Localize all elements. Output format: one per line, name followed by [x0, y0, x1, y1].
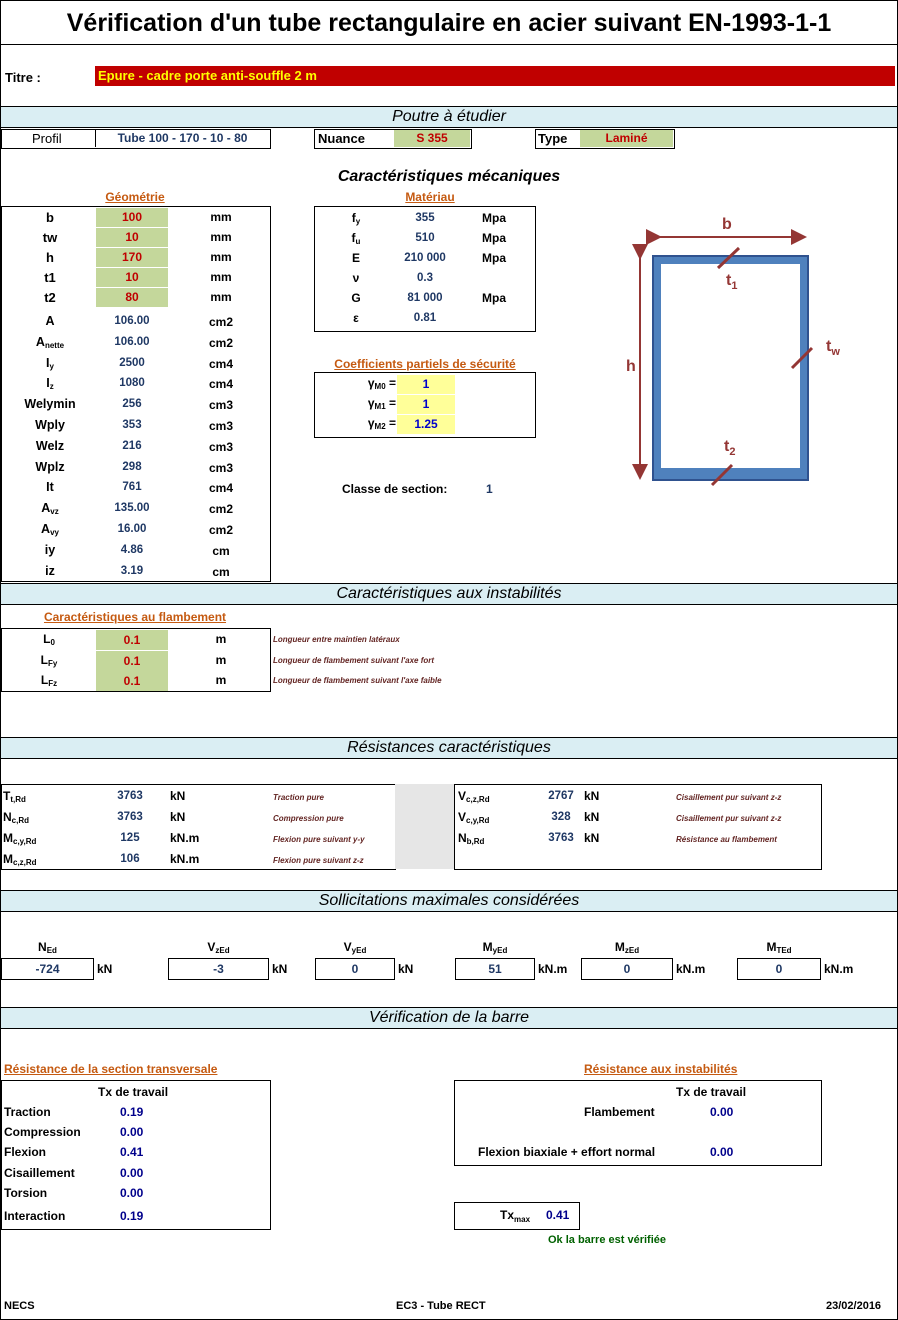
- geo-prop-value: 1080: [119, 377, 145, 390]
- resist-unit: kN: [170, 810, 186, 824]
- geo-prop-value: 106.00: [114, 335, 150, 348]
- flamb-note: Longueur de flambement suivant l'axe fort: [273, 655, 435, 665]
- coef-field[interactable]: 1.25: [397, 415, 455, 435]
- coef-field[interactable]: 1: [397, 395, 455, 415]
- coef-label: $\gamma_{M1}$ =: [367, 396, 396, 411]
- geo-prop-label: Wplz: [35, 459, 65, 474]
- geo-prop-unit: cm3: [208, 460, 234, 475]
- sollic-field[interactable]: 51: [455, 958, 535, 980]
- mat-unit: Mpa: [482, 211, 506, 225]
- diagram-h: h: [626, 358, 636, 375]
- flamb-field[interactable]: 0.1: [96, 671, 168, 691]
- geo-input-field[interactable]: 100: [96, 208, 168, 228]
- geo-prop-unit: cm2: [208, 335, 234, 350]
- mat-label: ε: [353, 311, 359, 325]
- geo-prop-unit: cm4: [208, 377, 234, 392]
- geo-prop-label: Welz: [35, 438, 65, 453]
- diagram-t1: $t_1$: [726, 272, 738, 292]
- coef-field[interactable]: 1: [397, 375, 455, 395]
- geo-input-field[interactable]: 10: [96, 268, 168, 288]
- mat-label: $f_u$: [351, 231, 361, 246]
- geo-prop-value: 761: [122, 481, 142, 494]
- flamb-label: $L_{Fy}$: [40, 652, 58, 668]
- geo-prop-unit: cm4: [208, 356, 234, 371]
- mat-unit: Mpa: [482, 251, 506, 265]
- sollic-label: $V_{zEd}$: [207, 940, 230, 955]
- resist-note: Compression pure: [273, 814, 344, 823]
- type-field[interactable]: Laminé: [580, 130, 673, 147]
- flamb-unit: m: [215, 632, 227, 646]
- rsec-value: 0.00: [120, 1185, 144, 1200]
- section-poutre: Poutre à étudier: [1, 106, 897, 128]
- mat-label: G: [351, 291, 361, 305]
- geo-prop-value: 106.00: [114, 315, 150, 327]
- rsec-value: 0.41: [120, 1145, 144, 1160]
- geo-prop-unit: cm3: [208, 439, 234, 454]
- geo-prop-value: 2500: [119, 356, 145, 369]
- rsec-label: Cisaillement: [4, 1165, 75, 1180]
- diagram-t2: $t_2$: [724, 438, 736, 458]
- coef-label: $\gamma_{M2}$ =: [367, 416, 396, 431]
- flamb-field[interactable]: 0.1: [96, 630, 168, 650]
- geo-input-field[interactable]: 170: [96, 248, 168, 268]
- resist-note: Traction pure: [273, 793, 324, 802]
- geo-prop-label: $I_y$: [46, 355, 54, 371]
- resist-value: 3763: [548, 832, 574, 844]
- resist-note: Résistance au flambement: [676, 835, 777, 844]
- geo-prop-label: It: [46, 480, 54, 495]
- resist-value: 125: [120, 832, 140, 844]
- rsec-label: Traction: [4, 1105, 51, 1119]
- titre-label: Titre :: [5, 70, 41, 85]
- mat-label: ν: [352, 271, 360, 285]
- footer-center: EC3 - Tube RECT: [396, 1300, 486, 1312]
- rsec-label: Torsion: [4, 1185, 48, 1200]
- profil-label: Profil: [32, 131, 62, 146]
- geo-input-label: t2: [44, 290, 56, 305]
- ok-message: Ok la barre est vérifiée: [547, 1234, 666, 1246]
- resist-unit: kN.m: [170, 831, 200, 845]
- coef-title: Coefficients partiels de sécurité: [334, 357, 516, 371]
- resist-note: Flexion pure suivant y-y: [273, 835, 365, 844]
- rsec-value: 0.19: [120, 1209, 144, 1223]
- resist-gap: [395, 784, 454, 869]
- divider: [1, 44, 897, 45]
- geo-input-field[interactable]: 10: [96, 228, 168, 248]
- geo-prop-label: $A_{vy}$: [41, 522, 59, 537]
- geo-prop-label: $I_z$: [46, 376, 54, 392]
- rinst-title: Résistance aux instabilités: [584, 1062, 738, 1076]
- sollic-unit: kN: [272, 962, 288, 976]
- resist-note: Cisaillement pur suivant z-z: [676, 793, 782, 802]
- footer-right: 23/02/2016: [826, 1300, 882, 1312]
- resist-value: 2767: [548, 790, 574, 802]
- mat-value: 355: [415, 212, 435, 224]
- mat-label: E: [351, 251, 360, 265]
- sollic-unit: kN.m: [538, 962, 568, 976]
- sollic-field[interactable]: -3: [168, 958, 269, 980]
- resist-label: $N_{c,Rd}$: [3, 810, 30, 825]
- mat-title: Matériau: [405, 190, 455, 204]
- rinst-flamb-value: 0.00: [710, 1105, 734, 1119]
- mat-value: 510: [415, 232, 435, 244]
- rsec-value: 0.00: [120, 1125, 144, 1140]
- mat-value: 81 000: [407, 292, 443, 304]
- mech-title: Caractéristiques mécaniques: [337, 168, 561, 185]
- sollic-label: $M_{yEd}$: [482, 940, 508, 955]
- geo-prop-label: $A_{vz}$: [41, 501, 59, 517]
- diagram-tw: $t_w$: [826, 338, 840, 358]
- sollic-unit: kN: [97, 962, 113, 976]
- geo-prop-unit: cm2: [208, 523, 234, 537]
- resist-note: Flexion pure suivant z-z: [273, 856, 364, 865]
- geo-prop-label: A: [45, 314, 55, 328]
- geo-prop-value: 4.86: [120, 543, 144, 556]
- resist-value: 3763: [117, 811, 143, 823]
- geo-input-label: t1: [44, 270, 56, 285]
- resist-unit: kN: [170, 789, 186, 803]
- geo-prop-unit: cm: [212, 564, 230, 579]
- sollic-field[interactable]: 0: [581, 958, 673, 980]
- geo-input-unit: mm: [210, 210, 232, 224]
- resist-label: $N_{b,Rd}$: [458, 831, 485, 846]
- geo-input-field[interactable]: 80: [96, 288, 168, 308]
- geo-prop-value: 353: [122, 419, 142, 431]
- type-label: Type: [538, 131, 568, 146]
- flamb-unit: m: [215, 673, 227, 687]
- geo-input-label: b: [46, 210, 54, 225]
- rinst-tx-label: Tx de travail: [676, 1085, 747, 1099]
- flamb-note: Longueur de flambement suivant l'axe faible: [273, 676, 442, 685]
- classe-label: Classe de section:: [342, 482, 448, 496]
- resist-label: $V_{c,z,Rd}$: [458, 789, 490, 804]
- sollic-field[interactable]: 0: [737, 958, 821, 980]
- flamb-label: $L_{Fz}$: [40, 673, 58, 688]
- mat-value: 0.81: [413, 312, 437, 324]
- rsec-label: Flexion: [4, 1145, 47, 1160]
- geo-prop-value: 16.00: [117, 523, 147, 535]
- flamb-label: $L_0$: [43, 632, 55, 647]
- mat-unit: Mpa: [482, 291, 506, 305]
- rsec-value: 0.00: [120, 1165, 144, 1180]
- section-verif: Vérification de la barre: [1, 1007, 897, 1029]
- geo-prop-label: iz: [45, 563, 55, 578]
- nuance-label: Nuance: [318, 131, 365, 146]
- resist-value: 106: [120, 853, 140, 865]
- geo-prop-value: 256: [122, 398, 142, 411]
- rsec-title: Résistance de la section transversale: [4, 1062, 218, 1076]
- rsec-label: Compression: [4, 1125, 81, 1140]
- rsec-value: 0.19: [120, 1105, 144, 1119]
- footer-left: NECS: [4, 1300, 35, 1312]
- diagram-b: b: [722, 216, 732, 233]
- section-instab: Caractéristiques aux instabilités: [1, 583, 897, 605]
- mat-unit: Mpa: [482, 231, 506, 245]
- geo-input-unit: mm: [210, 290, 232, 304]
- coef-label: $\gamma_{M0}$ =: [367, 376, 396, 391]
- geo-prop-value: 3.19: [120, 564, 144, 577]
- geo-prop-label: iy: [44, 542, 56, 557]
- geo-prop-label: Welymin: [24, 397, 76, 412]
- titre-field[interactable]: Epure - cadre porte anti-souffle 2 m: [95, 66, 895, 86]
- geo-input-label: h: [46, 250, 54, 265]
- flamb-field[interactable]: 0.1: [96, 651, 168, 671]
- sollic-unit: kN: [398, 962, 414, 976]
- flamb-unit: m: [215, 652, 227, 667]
- sollic-unit: kN.m: [676, 962, 706, 976]
- resist-unit: kN.m: [170, 852, 200, 866]
- rinst-flamb-label: Flambement: [584, 1105, 655, 1119]
- resist-unit: kN: [584, 789, 600, 803]
- resist-label: $M_{c,z,Rd}$: [3, 852, 37, 867]
- mat-value: 0.3: [417, 272, 433, 284]
- sollic-label: $M_{zEd}$: [614, 940, 640, 955]
- geo-prop-unit: cm3: [208, 419, 234, 433]
- page-title: Vérification d'un tube rectangulaire en acier suivant EN-1993-1-1: [66, 9, 832, 37]
- resist-label: $M_{c,y,Rd}$: [3, 831, 37, 846]
- sollic-field[interactable]: 0: [315, 958, 395, 980]
- geo-prop-unit: cm2: [208, 502, 234, 517]
- geo-prop-unit: cm4: [208, 481, 234, 496]
- txmax-value: 0.41: [546, 1208, 570, 1222]
- resist-note: Cisaillement pur suivant z-z: [676, 814, 782, 823]
- resist-value: 3763: [117, 790, 143, 802]
- nuance-field[interactable]: S 355: [394, 130, 470, 147]
- flamb-title: Caractéristiques au flambement: [43, 610, 227, 624]
- resist-unit: kN: [584, 831, 600, 845]
- txmax-label: $Tx_{max}$: [500, 1208, 531, 1224]
- geo-prop-value: 135.00: [114, 502, 150, 515]
- section-resist: Résistances caractéristiques: [1, 737, 897, 759]
- mat-label: $f_y$: [351, 211, 361, 226]
- sollic-unit: kN.m: [824, 962, 854, 976]
- flamb-note: Longueur entre maintien latéraux: [273, 635, 400, 644]
- sollic-label: $M_{TEd}$: [766, 940, 792, 955]
- geo-prop-label: $A_{nette}$: [35, 334, 65, 350]
- geo-prop-unit: cm: [212, 543, 230, 558]
- rsec-tx-label: Tx de travail: [98, 1085, 169, 1099]
- resist-label: $T_{t,Rd}$: [3, 789, 26, 804]
- resist-unit: kN: [584, 810, 600, 824]
- mat-value: 210 000: [404, 252, 446, 264]
- geo-prop-value: 298: [122, 460, 142, 473]
- sollic-label: $N_{Ed}$: [38, 940, 57, 955]
- geo-prop-value: 216: [122, 439, 142, 452]
- resist-label: $V_{c,y,Rd}$: [458, 810, 490, 825]
- classe-value: 1: [486, 482, 493, 496]
- geo-prop-unit: cm3: [208, 398, 234, 413]
- resist-value: 328: [551, 811, 571, 823]
- rinst-biax-value: 0.00: [710, 1145, 734, 1159]
- profil-field[interactable]: Tube 100 - 170 - 10 - 80: [117, 131, 248, 145]
- geo-input-unit: mm: [210, 270, 232, 284]
- geo-prop-label: Wply: [35, 418, 65, 432]
- sollic-field[interactable]: -724: [1, 958, 94, 980]
- sollic-label: $V_{yEd}$: [343, 940, 367, 955]
- rinst-biax-label: Flexion biaxiale + effort normal: [478, 1145, 656, 1159]
- rsec-label: Interaction: [4, 1209, 66, 1223]
- geo-input-unit: mm: [210, 250, 232, 264]
- geo-title: Géométrie: [105, 190, 165, 204]
- geo-input-unit: mm: [210, 230, 232, 244]
- geo-prop-unit: cm2: [208, 315, 234, 329]
- section-sollic: Sollicitations maximales considérées: [1, 890, 897, 912]
- geo-input-label: tw: [42, 230, 58, 245]
